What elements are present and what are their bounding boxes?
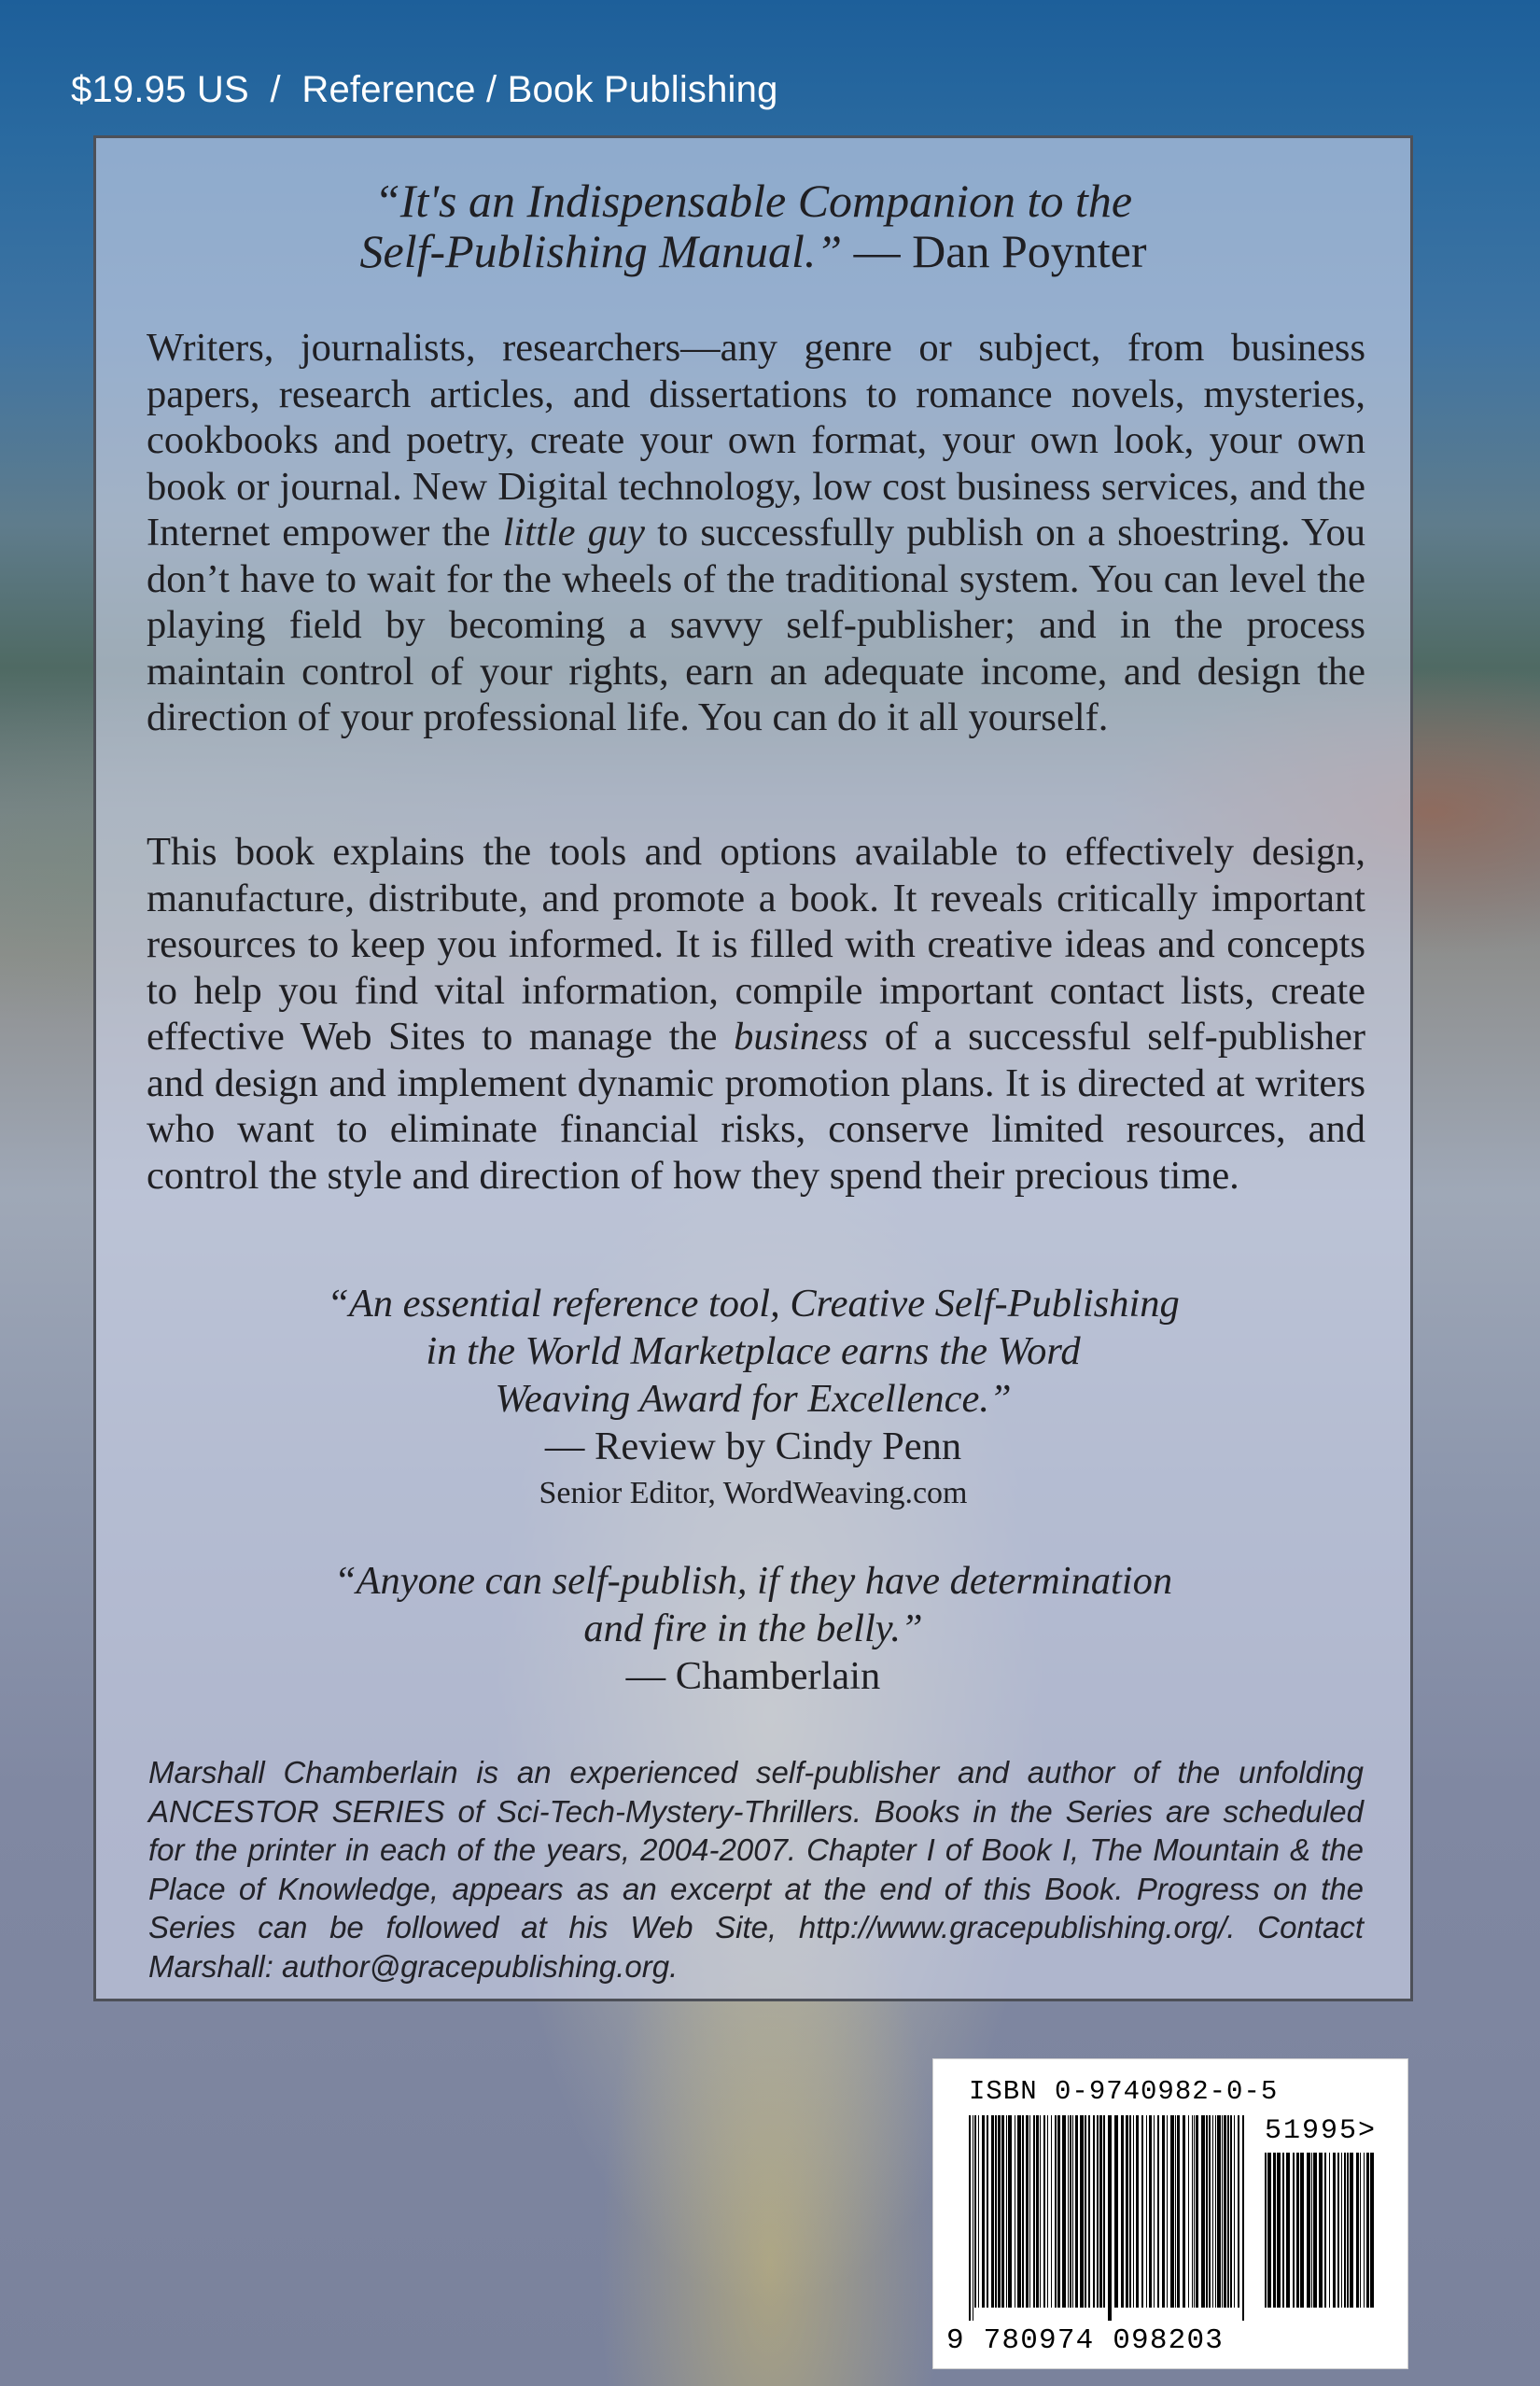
price-code-arrow-icon: > [1358,2115,1378,2147]
barcode-bar [1196,2115,1198,2308]
barcode-bar [1157,2115,1159,2308]
p2-text-a: This book explains the tools and options available to effectively design, manufacture, distribute, and promote a book. It reveals critically important resources to keep you informed. It is filled with creative ideas and concepts to help you find vital information, compile important contact lists, create effective Web Sites to manage the [147,830,1365,1059]
barcode-bar [974,2115,976,2308]
barcode-bar [1177,2115,1180,2308]
review-quote-line3: Weaving Award for Excellence.” [495,1377,1012,1421]
barcode-bar [1222,2115,1223,2308]
barcode-bar [1047,2115,1048,2308]
barcode-bar [1333,2153,1336,2308]
barcode-bar [1300,2153,1304,2308]
barcode-bar [1040,2115,1041,2308]
description-paragraph-2 [147,829,1365,1199]
barcode-bar [1311,2153,1312,2308]
barcode-bar [1286,2153,1290,2308]
p1-text-a: Writers, journalists, researchers—any genre or subject, from business papers, research articles, and dissertations to romance novels, mysteries, cookbooks and poetry, create your own format, your own look, your own book or journal. New Digital technology, low cost business services, and the Internet empower the [147,326,1365,554]
barcode-bar [978,2115,979,2308]
barcode-bar [1146,2115,1147,2308]
barcode-bar [1313,2153,1317,2308]
barcode-bar [1036,2115,1039,2308]
price-category-line: $19.95 US / Reference / Book Publishing [71,69,778,110]
top-quote-line2 [96,226,1410,276]
barcode-bar [1006,2115,1007,2308]
barcode-bar [1296,2153,1299,2308]
barcode-bar [1057,2115,1060,2308]
barcode-bar [1201,2115,1205,2308]
price-code-label [1265,2115,1377,2147]
barcode-bar [1209,2115,1211,2308]
barcode-bar [1043,2115,1045,2308]
barcode-bar [1017,2115,1021,2308]
ean-barcode-bars [969,2115,1249,2321]
barcode-bar [1267,2153,1271,2308]
barcode-bar [1080,2115,1084,2308]
barcode-bar [1350,2153,1353,2308]
isbn-label: ISBN 0-9740982-0-5 [969,2076,1279,2107]
barcode-bar [1072,2115,1073,2308]
price-code-digits: 51995 [1265,2115,1359,2147]
barcode-bar [1133,2115,1134,2308]
barcode-bar [1194,2115,1195,2308]
barcode-bar [1366,2153,1369,2308]
barcode-bar [1347,2153,1349,2308]
barcode-bar [1167,2115,1168,2308]
barcode-bar [1154,2115,1155,2308]
p2-emphasis: business [734,1015,869,1059]
barcode-bar [1121,2115,1124,2308]
barcode-bar [995,2115,997,2308]
top-quote-line2-text: Self-Publishing Manual.” [359,225,843,277]
barcode-bar [1149,2115,1152,2308]
barcode-bar [1001,2115,1004,2308]
barcode-bar [1215,2115,1216,2308]
barcode-bar [1033,2115,1035,2308]
barcode-bar [1224,2115,1226,2308]
barcode-bar [1170,2115,1174,2308]
barcode-bar [1212,2115,1213,2308]
barcode-bar [1282,2153,1284,2308]
barcode-bar [1188,2115,1189,2308]
review-quote [96,1280,1410,1517]
barcode-bar [1324,2153,1326,2308]
p1-text-b: to successfully publish on a shoestring. You don’t have to wait for the wheels of the traditional system. You can level the playing field by becoming a savvy self-publisher; and in the process maintain control of your rights, earn an adequate income, and design the direction of your professional life. You can do it all yourself. [147,511,1365,739]
top-quote-author: — Dan Poynter [842,225,1147,277]
author-quote [96,1557,1410,1700]
author-quote-line2: and fire in the belly.” [583,1607,923,1650]
addon-barcode-bars [1265,2153,1377,2321]
barcode-bar [1277,2153,1281,2308]
barcode-bar [1364,2153,1365,2308]
barcode-bar [1356,2153,1359,2308]
barcode-bar [1055,2115,1057,2308]
review-subtitle: Senior Editor, WordWeaving.com [539,1476,968,1510]
barcode-bar [1026,2115,1029,2308]
barcode-bar [1062,2115,1066,2308]
barcode-bar [1192,2115,1193,2308]
barcode-bar [1341,2153,1342,2308]
barcode-bar [1307,2153,1310,2308]
barcode-bar [1099,2115,1102,2308]
author-quote-line1: “Anyone can self-publish, if they have determination [333,1559,1173,1603]
barcode-bar [1242,2115,1244,2321]
review-quote-line1: “An essential reference tool, Creative Self-Publishing [327,1282,1180,1326]
barcode-bar [991,2115,994,2308]
top-quote [96,175,1410,276]
barcode-bar [982,2115,985,2308]
barcode-bar [1093,2115,1095,2308]
barcode-bar [1329,2153,1330,2308]
barcode-bar [1273,2153,1276,2308]
barcode-bar [1129,2115,1131,2308]
barcode-bar [1136,2115,1139,2308]
barcode-bar [1230,2115,1232,2308]
barcode-bar [1068,2115,1069,2308]
description-paragraph-1 [147,325,1365,741]
barcode-bar [1008,2115,1012,2308]
top-quote-line1: “It's an Indispensable Companion to the [373,175,1133,227]
barcode-bar [1238,2115,1239,2308]
barcode-bar [969,2115,971,2321]
barcode-bar [1029,2115,1030,2308]
p2-text-b: of a successful self-publisher and design and implement dynamic promotion plans. It is directed at writers who want to eliminate financial risks, conserve limited resources, and control the style and direction of how they spend their precious time. [147,1015,1365,1198]
barcode-bar [1070,2115,1071,2308]
barcode-bar [1075,2115,1078,2308]
barcode-bar [1227,2115,1229,2308]
review-quote-line2: in the World Marketplace earns the Word [426,1329,1081,1373]
barcode-bar [1022,2115,1024,2308]
barcode-bar [1114,2115,1118,2308]
barcode-bar [1162,2115,1165,2308]
barcode-bar [1108,2115,1112,2321]
barcode-bar [1293,2153,1295,2308]
barcode-bar [1319,2153,1323,2308]
barcode-bar [1175,2115,1176,2308]
barcode-bar [998,2115,1001,2308]
author-bio: Marshall Chamberlain is an experienced self-publisher and author of the unfolding ANCESTOR SERIES of Sci-Tech-Mystery-Thrillers. Books in the Series are scheduled for the printer in each of the years, 2004-2007. Chapter I of Book I, The Mountain & the Place of Knowledge, appears as an excerpt at the end of this Book. Progress on the Series can be followed at his Web Site, http://www.gracepublishing.org/. Contact Marshall: author@gracepublishing.org. [148,1755,1364,1984]
barcode-bar [1360,2153,1361,2308]
back-cover-panel [93,135,1413,2001]
barcode-bar [1051,2115,1052,2308]
barcode-bar [987,2115,988,2308]
barcode-bar [1206,2115,1208,2308]
barcode-bar [1085,2115,1086,2308]
barcode-bar [1337,2153,1339,2308]
barcode-bar [1265,2153,1267,2308]
review-attribution: — Review by Cindy Penn [544,1425,962,1468]
barcode-bar [1183,2115,1185,2308]
barcode-bar [1234,2115,1235,2308]
barcode-number: 9 780974 098203 [946,2324,1225,2357]
isbn-barcode [932,2058,1408,2369]
barcode-bar [1141,2115,1143,2308]
barcode-bar [1217,2115,1221,2308]
p1-emphasis: little guy [502,511,646,554]
barcode-bar [1344,2153,1346,2308]
barcode-bar [1103,2115,1105,2308]
author-quote-attribution: — Chamberlain [625,1654,881,1698]
barcode-bar [1126,2115,1128,2308]
barcode-bar [1097,2115,1099,2308]
barcode-bar [1370,2153,1374,2308]
barcode-bar [1088,2115,1090,2308]
